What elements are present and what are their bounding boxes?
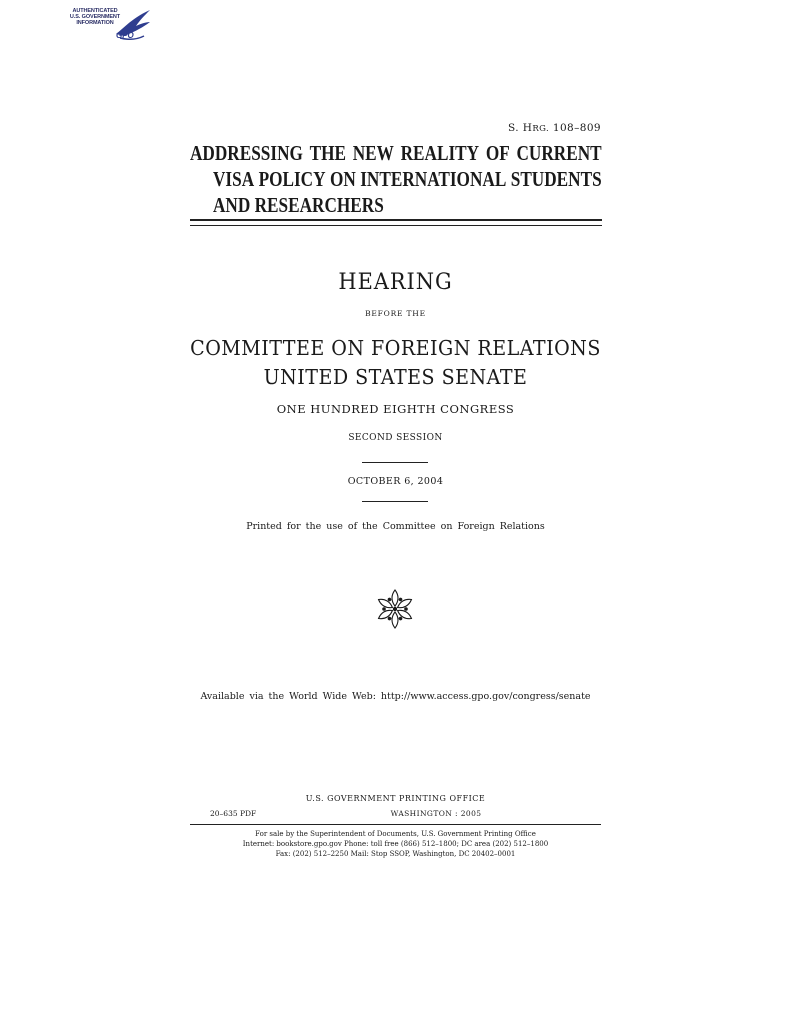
title-word: OF: [485, 141, 510, 165]
title-line-3-text: AND RESEARCHERS: [213, 193, 384, 217]
document-title: [190, 140, 602, 218]
hearing-number: [508, 122, 601, 134]
seal-line-authenticated: AUTHENTICATED: [72, 8, 118, 14]
title-word: INTERNATIONAL: [360, 167, 507, 191]
seal-gpo-badge: GPO: [116, 31, 134, 40]
seal-line-government: U.S. GOVERNMENT: [69, 14, 121, 20]
title-word: CURRENT: [516, 141, 602, 165]
title-line-2: [213, 166, 602, 192]
title-double-rule: [190, 219, 602, 226]
title-word: REALITY: [400, 141, 480, 165]
imprint-rule: [190, 824, 601, 825]
sales-info: [0, 829, 791, 859]
document-id: 20–635 PDF: [210, 809, 257, 818]
title-word: NEW: [352, 141, 394, 165]
sales-line-3: Fax: (202) 512–2250 Mail: Stop SSOP, Washington, DC 20402–0001: [275, 850, 516, 858]
congress-label: ONE HUNDRED EIGHTH CONGRESS: [276, 402, 515, 416]
title-word: VISA: [213, 167, 255, 191]
before-the-label: BEFORE THE: [365, 309, 426, 318]
title-word: ON: [329, 167, 356, 191]
web-availability-note: Available via the World Wide Web: http://www.access.gpo.gov/congress/senate: [200, 691, 591, 702]
hearing-heading: HEARING: [338, 270, 453, 295]
printer-ornament-icon: [370, 586, 420, 632]
imprint-row: [210, 809, 600, 821]
title-word: ADDRESSING: [190, 141, 303, 165]
imprint-place-year: WASHINGTON : 2005: [390, 809, 482, 818]
title-line-3: [213, 192, 602, 218]
printed-for-note: Printed for the use of the Committee on Foreign Relations: [246, 521, 545, 532]
sales-line-1: For sale by the Superintendent of Documents, U.S. Government Printing Office: [255, 830, 536, 838]
title-word: STUDENTS: [510, 167, 602, 191]
session-label: SECOND SESSION: [348, 433, 443, 443]
title-line-1: [190, 140, 602, 166]
hearing-number-smallcaps: RG.: [532, 124, 550, 134]
hearing-number-prefix: S. H: [508, 122, 533, 134]
title-word: POLICY: [258, 167, 326, 191]
eagle-icon: [110, 4, 154, 48]
hearing-date: OCTOBER 6, 2004: [347, 476, 444, 487]
seal-line-information: INFORMATION: [76, 20, 114, 26]
date-rule-bottom: [362, 501, 428, 502]
gpo-authentication-seal: [62, 4, 154, 48]
title-word: THE: [309, 141, 347, 165]
chamber-name: UNITED STATES SENATE: [263, 365, 528, 389]
sales-line-2: Internet: bookstore.gpo.gov Phone: toll free (866) 512–1800; DC area (202) 512–1800: [242, 840, 549, 848]
committee-name: COMMITTEE ON FOREIGN RELATIONS: [190, 336, 601, 360]
date-rule-top: [362, 462, 428, 463]
publisher-name: U.S. GOVERNMENT PRINTING OFFICE: [305, 794, 486, 803]
hearing-number-value: 108–809: [552, 122, 601, 134]
